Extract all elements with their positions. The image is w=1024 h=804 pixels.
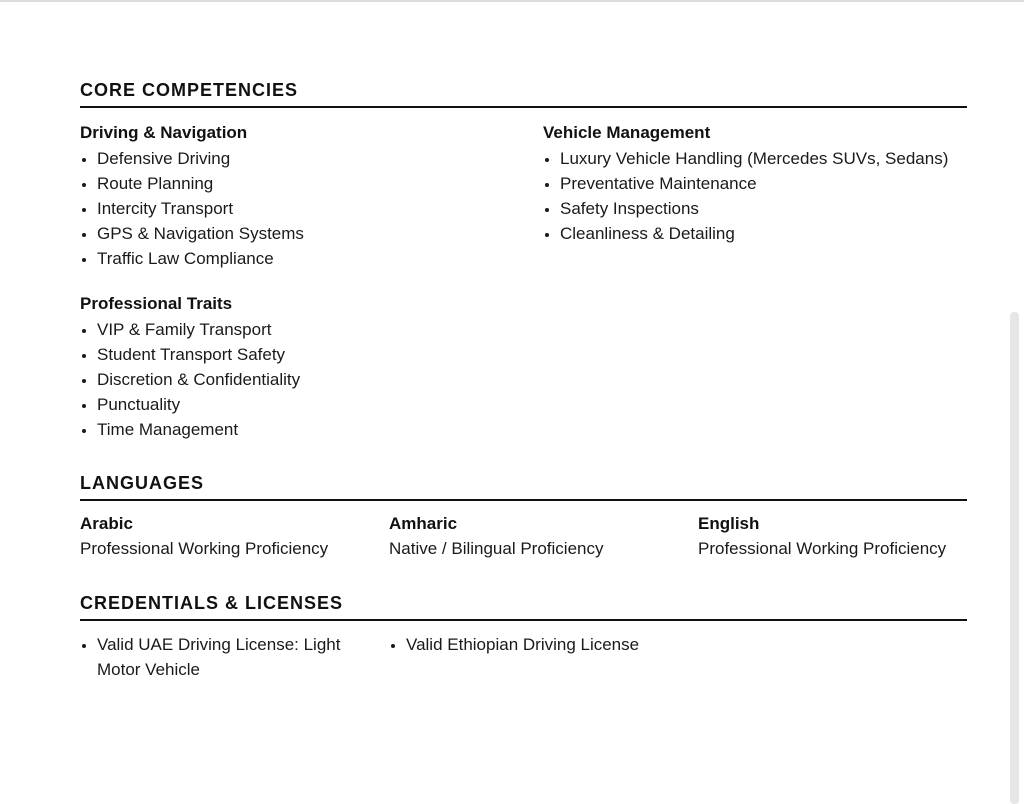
list-item: GPS & Navigation Systems: [80, 221, 304, 246]
list-item: Cleanliness & Detailing: [543, 221, 948, 246]
list-item: Safety Inspections: [543, 196, 948, 221]
list-item: Valid Ethiopian Driving License: [389, 632, 719, 657]
list-item: Defensive Driving: [80, 146, 304, 171]
language-proficiency: Professional Working Proficiency: [80, 539, 329, 558]
driving-navigation-title: Driving & Navigation: [80, 123, 248, 142]
list-item: Preventative Maintenance: [543, 171, 948, 196]
list-item: Traffic Law Compliance: [80, 246, 304, 271]
professional-traits-list: [80, 317, 300, 442]
credentials-list-right: [389, 632, 719, 657]
list-item: Time Management: [80, 417, 300, 442]
list-item: Luxury Vehicle Handling (Mercedes SUVs, Sedans): [543, 146, 948, 171]
vertical-scrollbar[interactable]: [1010, 312, 1019, 804]
language-proficiency: Native / Bilingual Proficiency: [389, 539, 604, 558]
vehicle-management-title: Vehicle Management: [543, 123, 711, 142]
languages-heading: LANGUAGES: [80, 473, 967, 501]
credentials-heading: CREDENTIALS & LICENSES: [80, 593, 967, 621]
language-name: English: [698, 514, 760, 533]
list-item: Valid UAE Driving License: Light Motor Vehicle: [80, 632, 370, 682]
language-proficiency: Professional Working Proficiency: [698, 539, 947, 558]
vehicle-management-list: [543, 146, 948, 246]
language-name: Arabic: [80, 514, 133, 533]
list-item: Student Transport Safety: [80, 342, 300, 367]
driving-navigation-list: [80, 146, 304, 271]
list-item: VIP & Family Transport: [80, 317, 300, 342]
list-item: Intercity Transport: [80, 196, 304, 221]
language-name: Amharic: [389, 514, 458, 533]
list-item: Route Planning: [80, 171, 304, 196]
list-item: Discretion & Confidentiality: [80, 367, 300, 392]
professional-traits-title: Professional Traits: [80, 294, 233, 313]
credentials-list-left: [80, 632, 370, 682]
core-competencies-heading: CORE COMPETENCIES: [80, 80, 967, 108]
top-border: [0, 0, 1024, 2]
list-item: Punctuality: [80, 392, 300, 417]
